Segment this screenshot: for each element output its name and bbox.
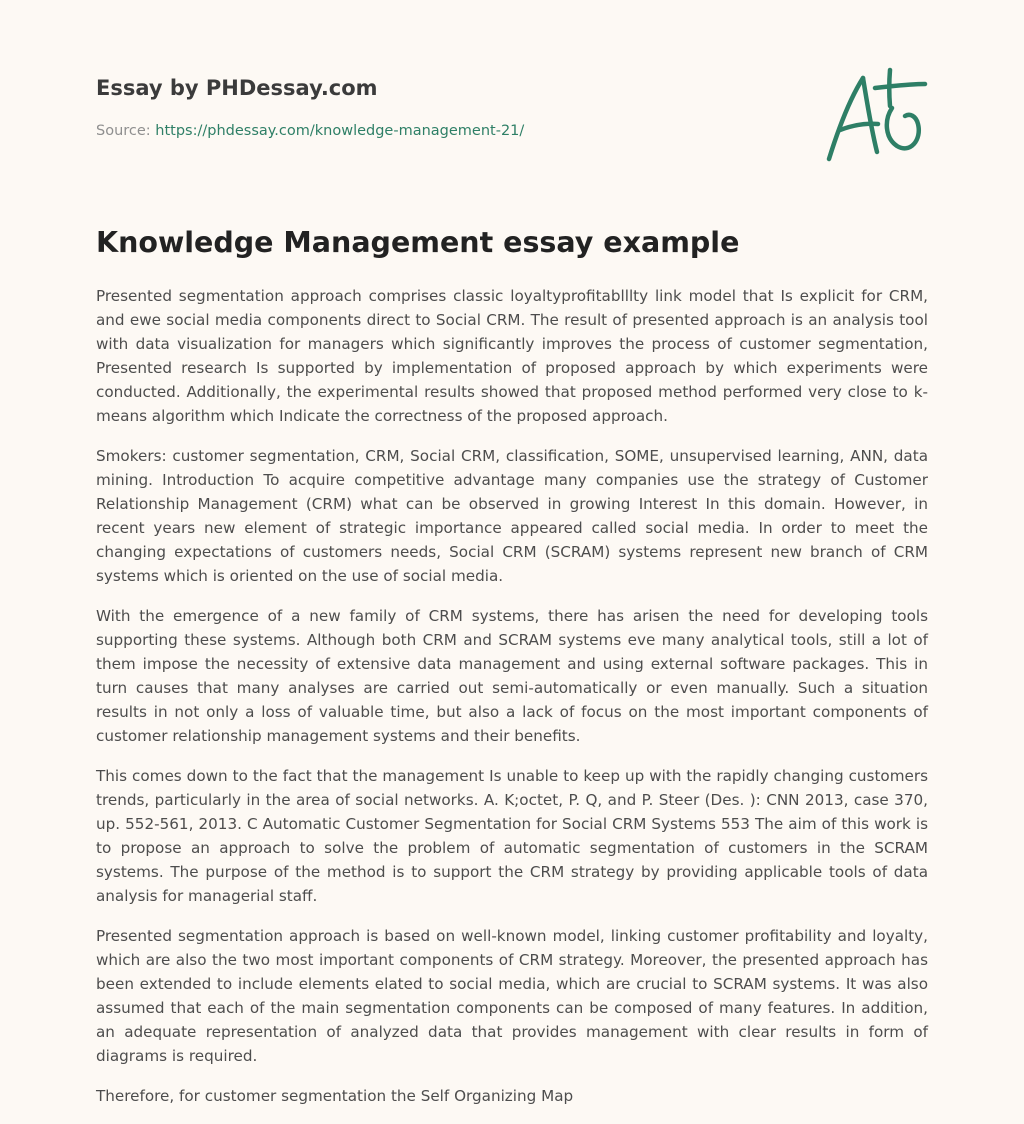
a-plus-grade-icon [822,66,928,166]
essay-title: Knowledge Management essay example [96,226,740,259]
essay-body [96,284,928,1124]
plus-loop-stroke [887,108,919,148]
essay-paragraph: With the emergence of a new family of CRM systems, there has arisen the need for developing tools supporting these systems. Although both CRM and SCRAM systems eve many analytical tools, still a lot of them impose the necessity of extensive data management and using external software packages. This in turn causes that many analyses are carried out semi-automatically or even manually. Such a situation results in not only a loss of valuable time, but also a lack of focus on the most important components of customer relationship management systems and their benefits. [96,607,928,745]
source-label: Source: [96,123,151,139]
essay-paragraph: Presented segmentation approach comprises classic loyaltyprofitablllty link model that Is explicit for CRM, and ewe social media components direct to Social CRM. The result of presented approach is an analysis tool with data visualization for managers which significantly improves the process of customer segmentation, Presented research Is supported by implementation of proposed approach by which experiments were conducted. Additionally, the experimental results showed that proposed method performed very close to k-means algorithm which Indicate the correctness of the proposed approach. [96,287,928,425]
essay-paragraph: Smokers: customer segmentation, CRM, Social CRM, classification, SOME, unsupervised learning, ANN, data mining. Introduction To acquire competitive advantage many companies use the strategy of Customer Relationship Management (CRM) what can be observed in growing Interest In this domain. However, in recent years new element of strategic importance appeared called social media. In order to meet the changing expectations of customers needs, Social CRM (SCRAM) systems represent new branch of CRM systems which is oriented on the use of social media. [96,447,928,585]
a-letter-left-stroke [829,78,863,159]
essay-paragraph: Presented segmentation approach is based on well-known model, linking customer profitability and loyalty, which are also the two most important components of CRM strategy. Moreover, the presented approach has been extended to include elements elated to social media, which are crucial to SCRAM systems. It was also assumed that each of the main segmentation components can be composed of many features. In addition, an adequate representation of analyzed data that provides management with clear results in form of diagrams is required. [96,927,928,1065]
source-link[interactable]: https://phdessay.com/knowledge-management-21/ [155,123,525,139]
essay-paragraph: Therefore, for customer segmentation the Self Organizing Map [96,1087,574,1105]
essay-paragraph: This comes down to the fact that the management Is unable to keep up with the rapidly changing customers trends, particularly in the area of social networks. A. K;octet, P. Q, and P. Steer (Des. ): CNN 2013, case 370, up. 552-561, 2013. C Automatic Customer Segmentation for Social CRM Systems 553 The aim of this work is to propose an approach to solve the problem of automatic segmentation of customers in the SCRAM systems. The purpose of the method is to support the CRM strategy by providing applicable tools of data analysis for managerial staff. [96,767,928,905]
source-line [96,123,524,139]
plus-horizontal-stroke [875,84,925,88]
site-title: Essay by PHDessay.com [96,76,378,100]
